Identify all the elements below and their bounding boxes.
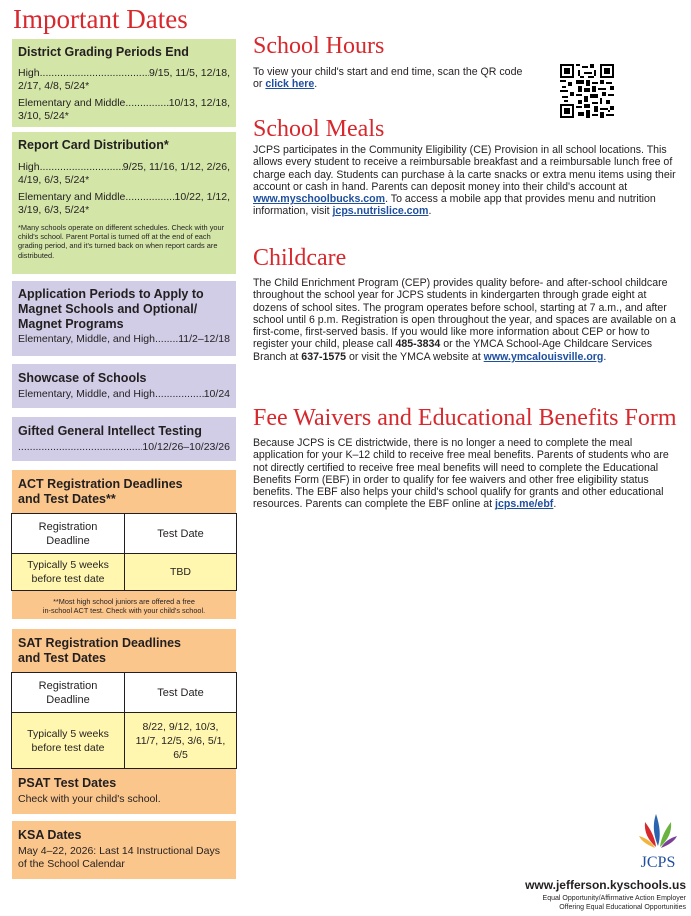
ksa-heading: KSA Dates: [18, 828, 82, 842]
sat-deadline-cell: Typically 5 weeks before test date: [12, 713, 125, 769]
logo-text: JCPS: [640, 854, 676, 871]
report-em-dates-cont: 3/19, 6/3, 5/24*: [18, 204, 90, 216]
school-hours-text: To view your child's start and end time, scan the QR code or click here.: [253, 66, 523, 91]
eeo-statement: Equal Opportunity/Affirmative Action Employer: [542, 895, 686, 902]
fee-waivers-text: Because JCPS is CE districtwide, there is no longer a need to complete the meal application for your K–12 child to receive free meal benefits. Parents of students who are not directly certified to receive free meal benefits will need to complete the Educational Benefits Form (EBF) in order to qualify for fee waivers and other free eligibility status benefits. The EBF also helps your child's school qualify for grants and other educational resources. Parents can complete the EBF online at jcps.me/ebf.: [253, 437, 669, 511]
report-em-row: Elementary and Middle ..... 10/22, 1/12,: [18, 191, 230, 204]
gifted-box: [12, 417, 236, 461]
act-table: [11, 513, 237, 591]
act-test-date-cell: TBD: [125, 554, 237, 591]
report-card-heading: Report Card Distribution*: [18, 138, 169, 152]
sat-box: [12, 629, 236, 761]
showcase-heading: Showcase of Schools: [18, 371, 147, 385]
showcase-box: [12, 364, 236, 408]
grading-high-row: High ..... 9/15, 11/5, 12/18,: [18, 67, 230, 80]
sat-col-test-date: Test Date: [125, 673, 237, 713]
gifted-heading: Gifted General Intellect Testing: [18, 424, 202, 438]
childcare-heading: Childcare: [253, 245, 347, 271]
childcare-text: The Child Enrichment Program (CEP) provides quality before- and after-school childcare throughout the school year for JCPS students in kindergarten through grade eight at dozens of school sites. The program operates before school, starting at 7 a.m., and after school until 6 p.m. Registration is open throughout the year, and spaces are available on a first-come, first-served basis. If you would like more information about CEP or how to register your child, please call 485-3834 or the YMCA School-Age Childcare Services Branch at 637-1575 or visit the YMCA website at www.ymcalouisville.org.: [253, 277, 676, 363]
ksa-box: [12, 821, 236, 879]
act-heading-1: ACT Registration Deadlines: [18, 477, 183, 491]
ebf-link[interactable]: jcps.me/ebf: [495, 498, 554, 511]
sat-heading-2: and Test Dates: [18, 651, 106, 665]
act-heading-2: and Test Dates**: [18, 492, 116, 506]
report-high-row: High ..... 9/25, 11/16, 1/12, 2/26,: [18, 161, 230, 174]
magnet-heading-3: Magnet Programs: [18, 317, 124, 331]
ksa-text-2: of the School Calendar: [18, 858, 125, 870]
ymca-link[interactable]: www.ymcalouisville.org: [483, 350, 604, 363]
school-meals-heading: School Meals: [253, 116, 385, 142]
magnet-row: Elementary, Middle, and High ..... 11/2–12/18: [18, 333, 230, 346]
act-col-deadline: Registration Deadline: [12, 514, 125, 554]
magnet-box: [12, 281, 236, 356]
act-deadline-cell: Typically 5 weeks before test date: [12, 554, 125, 591]
grading-high-dates-cont: 2/17, 4/8, 5/24*: [18, 80, 90, 92]
act-note: **Most high school juniors are offered a free in-school ACT test. Check with your child's school.: [42, 597, 206, 616]
showcase-row: Elementary, Middle, and High ..... 10/24: [18, 388, 230, 401]
magnet-heading-1: Application Periods to Apply to: [18, 287, 204, 301]
sat-table: [11, 672, 237, 769]
psat-text: Check with your child's school.: [18, 793, 161, 805]
act-col-test-date: Test Date: [125, 514, 237, 554]
school-meals-text: JCPS participates in the Community Eligibility (CE) Provision in all school locations. This allows every student to receive a reimbursable breakfast and a reimbursable lunch free of charge each day. Students can purchase à la carte snacks or extra menu items using their account or cash in hand. Parents can deposit money into their child's account at www.myschoolbucks.com. To access a mobile app that provides menu and nutrition information, visit jcps.nutrislice.com.: [253, 144, 676, 218]
psat-box: [12, 769, 236, 814]
report-card-note: *Many schools operate on different schedules. Check with your child's school. Parent Portal is turned off at the end of each grading period, and it's turned back on when report cards are distributed.: [18, 223, 225, 260]
qr-code-icon[interactable]: [560, 64, 614, 118]
equal-opportunity-statement: Offering Equal Educational Opportunities: [559, 904, 686, 911]
school-hours-heading: School Hours: [253, 33, 385, 59]
gifted-row: ..... 10/12/26–10/23/26: [18, 441, 230, 454]
magnet-heading-2: Magnet Schools and Optional/: [18, 302, 198, 316]
myschoolbucks-link[interactable]: www.myschoolbucks.com: [253, 193, 386, 206]
grading-em-dates-cont: 3/10, 5/24*: [18, 110, 69, 122]
act-box: [12, 470, 236, 619]
report-card-box: [12, 132, 236, 274]
sat-test-date-cell: 8/22, 9/12, 10/3, 11/7, 12/5, 3/6, 5/1, 6/5: [125, 713, 237, 769]
sat-heading-1: SAT Registration Deadlines: [18, 636, 181, 650]
page-title: Important Dates: [13, 4, 188, 34]
cep-phone: 485-3834: [395, 338, 441, 351]
report-high-dates-cont: 4/19, 6/3, 5/24*: [18, 174, 90, 186]
grading-periods-box: [12, 39, 236, 127]
grading-periods-heading: District Grading Periods End: [18, 45, 189, 59]
nutrislice-link[interactable]: jcps.nutrislice.com: [332, 205, 429, 218]
grading-em-row: Elementary and Middle ..... 10/13, 12/18,: [18, 97, 230, 110]
sat-col-deadline: Registration Deadline: [12, 673, 125, 713]
ksa-text-1: May 4–22, 2026: Last 14 Instructional Days: [18, 845, 220, 857]
ymca-phone: 637-1575: [301, 350, 347, 363]
fee-waivers-heading: Fee Waivers and Educational Benefits Form: [253, 405, 677, 431]
psat-heading: PSAT Test Dates: [18, 776, 117, 790]
website-url[interactable]: www.jefferson.kyschools.us: [525, 878, 686, 892]
jcps-logo-icon: [628, 806, 688, 872]
click-here-link[interactable]: click here: [265, 78, 315, 91]
